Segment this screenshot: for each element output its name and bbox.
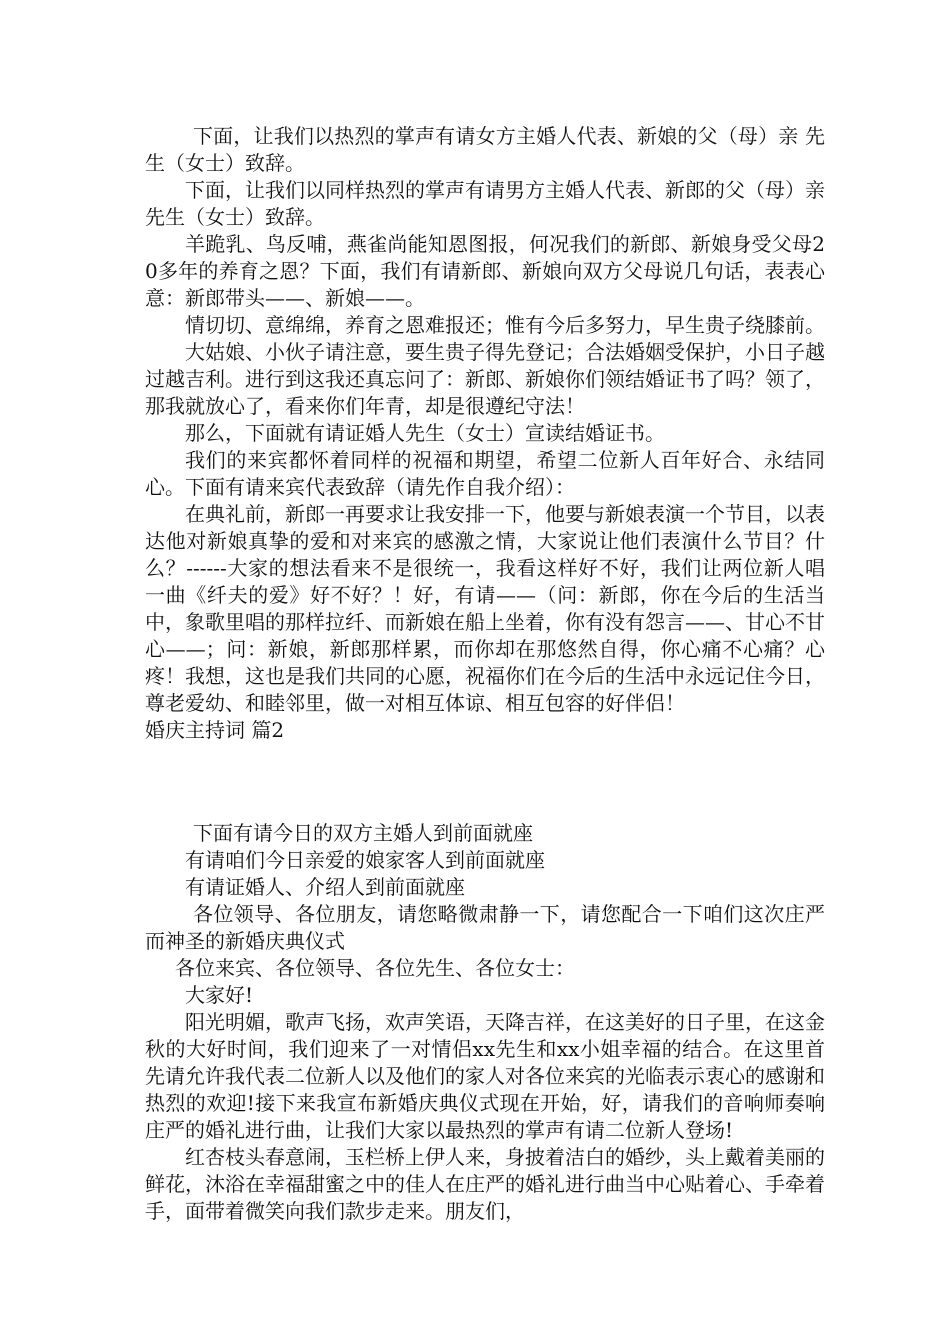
section-1-body — [145, 123, 825, 744]
paragraph: 羊跪乳、鸟反哺，燕雀尚能知恩图报，何况我们的新郎、新娘身受父母20多年的养育之恩？下面，我们有请新郎、新娘向双方父母说几句话，表表心意：新郎带头——、新娘——。 — [145, 232, 825, 310]
paragraph: 阳光明媚，歌声飞扬，欢声笑语，天降吉祥，在这美好的日子里，在这金秋的大好时间，我们迎来了一对情侣xx先生和xx小姐幸福的结合。在这里首先请允许我代表二位新人以及他们的家人对各位来宾的光临表示衷心的感谢和热烈的欢迎!接下来我宣布新婚庆典仪式现在开始，好，请我们的音响师奏响庄严的婚礼进行曲，让我们大家以最热烈的掌声有请二位新人登场! — [145, 1010, 825, 1142]
paragraph: 各位来宾、各位领导、各位先生、各位女士： — [175, 956, 575, 980]
paragraph: 红杏枝头春意闹，玉栏桥上伊人来，身披着洁白的婚纱，头上戴着美丽的鲜花，沐浴在幸福甜蜜之中的佳人在庄严的婚礼进行曲当中心贴着心、手牵着手，面带着微笑向我们款步走来。朋友们， — [145, 1145, 825, 1223]
paragraph: 情切切、意绵绵，养育之恩难报还；惟有今后多努力，早生贵子绕膝前。 — [185, 313, 825, 337]
paragraph: 那么，下面就有请证婚人先生（女士）宣读结婚证书。 — [185, 421, 665, 445]
paragraph: 有请证婚人、介绍人到前面就座 — [185, 875, 465, 899]
paragraph: 大家好! — [185, 983, 254, 1007]
paragraph: 大姑娘、小伙子请注意，要生贵子得先登记；合法婚姻受保护，小日子越过越吉利。进行到这我还真忘问了：新郎、新娘你们领结婚证书了吗？领了，那我就放心了，看来你们年青，却是很遵纪守法！ — [145, 340, 825, 418]
paragraph: 在典礼前，新郎一再要求让我安排一下，他要与新娘表演一个节目，以表达他对新娘真挚的爱和对来宾的感激之情，大家说让他们表演什么节目？什么？------大家的想法看来不是很统一，我看这样好不好，我们让两位新人唱一曲《纤夫的爱》好不好？！好，有请——（问：新郎，你在今后的生活当中，象歌里唱的那样拉纤、而新娘在船上坐着，你有没有怨言——、甘心不甘心——；问：新娘，新郎那样累，而你却在那悠然自得，你心痛不心痛？心疼！我想，这也是我们共同的心愿，祝福你们在今后的生活中永远记住今日，尊老爱幼、和睦邻里，做一对相互体谅、相互包容的好伴侣！ — [145, 502, 825, 715]
paragraph: 各位领导、各位朋友，请您略微肃静一下，请您配合一下咱们这次庄严而神圣的新婚庆典仪式 — [145, 902, 825, 953]
section-heading: 婚庆主持词 篇2 — [145, 718, 285, 742]
paragraph: 有请咱们今日亲爱的娘家客人到前面就座 — [185, 848, 545, 872]
paragraph: 我们的来宾都怀着同样的祝福和期望，希望二位新人百年好合、永结同心。下面有请来宾代表致辞（请先作自我介绍）： — [145, 448, 825, 499]
section-2-body — [145, 820, 825, 1225]
paragraph: 下面，让我们以同样热烈的掌声有请男方主婚人代表、新郎的父（母）亲先生（女士）致辞。 — [145, 178, 825, 229]
paragraph: 下面有请今日的双方主婚人到前面就座 — [193, 821, 533, 845]
paragraph: 下面，让我们以热烈的掌声有请女方主婚人代表、新娘的父（母）亲 先生（女士）致辞。 — [145, 124, 825, 175]
